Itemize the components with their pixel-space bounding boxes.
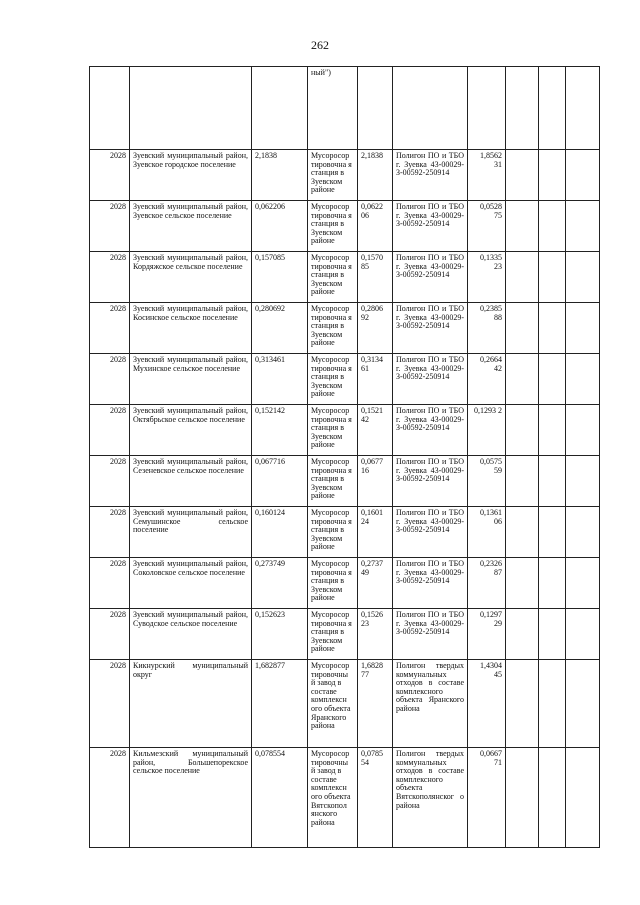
page-number: 262 [311,38,329,52]
route-cell: Мусоросор тировочны й завод в составе комплексн ого объекта Вятскопол янского района [308,748,358,848]
table-row [90,303,600,354]
polygon-cell: Полигон ПО и ТБО г. Зуевка 43-00029-З-00592-250914 [393,354,468,405]
cell-empty [539,558,566,609]
municipality-cell: Зуевский муниципальный район, Сезеневское сельское поселение [130,456,252,507]
cell-empty [506,405,539,456]
mass-generated-cell: 0,062206 [252,201,308,252]
mass-disposed-cell: 0,0667 71 [468,748,506,848]
polygon-cell: Полигон ПО и ТБО г. Зуевка 43-00029-З-00592-250914 [393,558,468,609]
year-cell: 2028 [90,507,130,558]
polygon-cell: Полигон ПО и ТБО г. Зуевка 43-00029-З-00592-250914 [393,303,468,354]
table-row [90,354,600,405]
mass-transported-cell: 0,1601 24 [358,507,393,558]
cell-empty [566,507,600,558]
cell-empty [506,660,539,748]
route-cell: Мусоросор тировочна я станция в Зуевском районе [308,303,358,354]
polygon-cell: Полигон ПО и ТБО г. Зуевка 43-00029-З-00592-250914 [393,150,468,201]
cell-empty [566,609,600,660]
cell-empty [506,354,539,405]
route-cell: Мусоросор тировочна я станция в Зуевском районе [308,456,358,507]
table-row [90,558,600,609]
waste-flow-table [89,66,600,848]
mass-disposed-cell: 0,0575 59 [468,456,506,507]
mass-transported-cell: 0,2737 49 [358,558,393,609]
mass-generated-cell: 0,273749 [252,558,308,609]
table-row [90,456,600,507]
municipality-cell: Зуевский муниципальный район, Суводское сельское поселение [130,609,252,660]
polygon-cell: Полигон ПО и ТБО г. Зуевка 43-00029-З-00592-250914 [393,609,468,660]
cell-empty [566,354,600,405]
year-cell: 2028 [90,660,130,748]
cell-empty [539,201,566,252]
cell-empty [130,67,252,150]
cell-empty [539,303,566,354]
year-cell: 2028 [90,456,130,507]
mass-generated-cell: 2,1838 [252,150,308,201]
polygon-cell: Полигон ПО и ТБО г. Зуевка 43-00029-З-00592-250914 [393,252,468,303]
table-row [90,201,600,252]
table-row [90,609,600,660]
polygon-cell: Полигон твердых коммунальных отходов в составе комплексного объекта Вятскополянског о района [393,748,468,848]
mass-transported-cell: 0,0677 16 [358,456,393,507]
table-row [90,748,600,848]
mass-disposed-cell: 1,4304 45 [468,660,506,748]
polygon-cell: Полигон ПО и ТБО г. Зуевка 43-00029-З-00592-250914 [393,405,468,456]
polygon-cell: Полигон ПО и ТБО г. Зуевка 43-00029-З-00592-250914 [393,201,468,252]
municipality-cell: Зуевский муниципальный район, Соколовское сельское поселение [130,558,252,609]
municipality-cell: Зуевский муниципальный район, Кордяжское сельское поселение [130,252,252,303]
cell-empty [468,67,506,150]
mass-transported-cell: 1,6828 77 [358,660,393,748]
municipality-cell: Зуевский муниципальный район, Зуевское сельское поселение [130,201,252,252]
municipality-cell: Зуевский муниципальный район, Мухинское сельское поселение [130,354,252,405]
mass-transported-cell: 0,0622 06 [358,201,393,252]
cell-empty [539,150,566,201]
cell-empty [252,67,308,150]
mass-generated-cell: 0,152142 [252,405,308,456]
cell-empty [506,507,539,558]
route-cell: Мусоросор тировочна я станция в Зуевском районе [308,609,358,660]
cell-empty [566,150,600,201]
table-row [90,507,600,558]
cell-empty [566,67,600,150]
municipality-cell: Кикнурский муниципальный округ [130,660,252,748]
mass-disposed-cell: 0,1361 06 [468,507,506,558]
route-cell: Мусоросор тировочна я станция в Зуевском районе [308,150,358,201]
municipality-cell: Зуевский муниципальный район, Семушинское сельское поселение [130,507,252,558]
cell-empty [506,609,539,660]
cell-empty [393,67,468,150]
cell-empty [506,201,539,252]
cell-empty [566,405,600,456]
mass-generated-cell: 0,152623 [252,609,308,660]
table-row [90,660,600,748]
mass-transported-cell: 0,3134 61 [358,354,393,405]
cell-empty [539,67,566,150]
polygon-cell: Полигон ПО и ТБО г. Зуевка 43-00029-З-00592-250914 [393,456,468,507]
cell-empty [506,748,539,848]
year-cell: 2028 [90,558,130,609]
route-cell: Мусоросор тировочны й завод в составе комплексн ого объекта Яранского района [308,660,358,748]
polygon-cell: Полигон твердых коммунальных отходов в составе комплексного объекта Яранского района [393,660,468,748]
mass-disposed-cell: 0,1335 23 [468,252,506,303]
cell-empty [506,252,539,303]
mass-disposed-cell: 0,1297 29 [468,609,506,660]
table-row [90,405,600,456]
cell-empty [506,456,539,507]
cell-empty [566,303,600,354]
mass-disposed-cell: 0,2385 88 [468,303,506,354]
municipality-cell: Кильмезский муниципальный район, Большепорекское сельское поселение [130,748,252,848]
year-cell: 2028 [90,748,130,848]
year-cell: 2028 [90,252,130,303]
cell-empty [566,201,600,252]
mass-generated-cell: 0,078554 [252,748,308,848]
cell-empty [539,252,566,303]
year-cell: 2028 [90,609,130,660]
mass-transported-cell: 0,0785 54 [358,748,393,848]
cell-empty [506,67,539,150]
route-cell: Мусоросор тировочна я станция в Зуевском районе [308,507,358,558]
mass-generated-cell: 0,160124 [252,507,308,558]
mass-generated-cell: 1,682877 [252,660,308,748]
mass-disposed-cell: 0,2664 42 [468,354,506,405]
route-cell: Мусоросор тировочна я станция в Зуевском районе [308,405,358,456]
cell-empty [539,660,566,748]
mass-transported-cell: 2,1838 [358,150,393,201]
cell-empty [566,456,600,507]
cell-empty [539,405,566,456]
cell-empty [358,67,393,150]
mass-transported-cell: 0,1570 85 [358,252,393,303]
mass-disposed-cell: 0,2326 87 [468,558,506,609]
cell-empty [539,609,566,660]
table-body [90,67,600,848]
route-cell: Мусоросор тировочна я станция в Зуевском районе [308,201,358,252]
route-cell: Мусоросор тировочна я станция в Зуевском районе [308,354,358,405]
cell-empty [506,150,539,201]
mass-generated-cell: 0,280692 [252,303,308,354]
route-cell: ный") [308,67,358,150]
year-cell: 2028 [90,354,130,405]
year-cell: 2028 [90,150,130,201]
continuation-row [90,67,600,150]
year-cell: 2028 [90,201,130,252]
mass-transported-cell: 0,2806 92 [358,303,393,354]
municipality-cell: Зуевский муниципальный район, Зуевское городское поселение [130,150,252,201]
polygon-cell: Полигон ПО и ТБО г. Зуевка 43-00029-З-00592-250914 [393,507,468,558]
municipality-cell: Зуевский муниципальный район, Октябрьское сельское поселение [130,405,252,456]
mass-transported-cell: 0,1526 23 [358,609,393,660]
cell-empty [566,558,600,609]
mass-disposed-cell: 0,1293 2 [468,405,506,456]
cell-empty [90,67,130,150]
table-row [90,150,600,201]
cell-empty [539,748,566,848]
mass-generated-cell: 0,313461 [252,354,308,405]
mass-disposed-cell: 0,0528 75 [468,201,506,252]
cell-empty [566,252,600,303]
cell-empty [539,507,566,558]
year-cell: 2028 [90,303,130,354]
municipality-cell: Зуевский муниципальный район, Косинское сельское поселение [130,303,252,354]
cell-empty [506,558,539,609]
cell-empty [539,354,566,405]
cell-empty [566,660,600,748]
route-cell: Мусоросор тировочна я станция в Зуевском районе [308,558,358,609]
cell-empty [506,303,539,354]
year-cell: 2028 [90,405,130,456]
route-cell: Мусоросор тировочна я станция в Зуевском районе [308,252,358,303]
mass-transported-cell: 0,1521 42 [358,405,393,456]
mass-generated-cell: 0,157085 [252,252,308,303]
mass-disposed-cell: 1,8562 31 [468,150,506,201]
mass-generated-cell: 0,067716 [252,456,308,507]
cell-empty [539,456,566,507]
table-row [90,252,600,303]
cell-empty [566,748,600,848]
